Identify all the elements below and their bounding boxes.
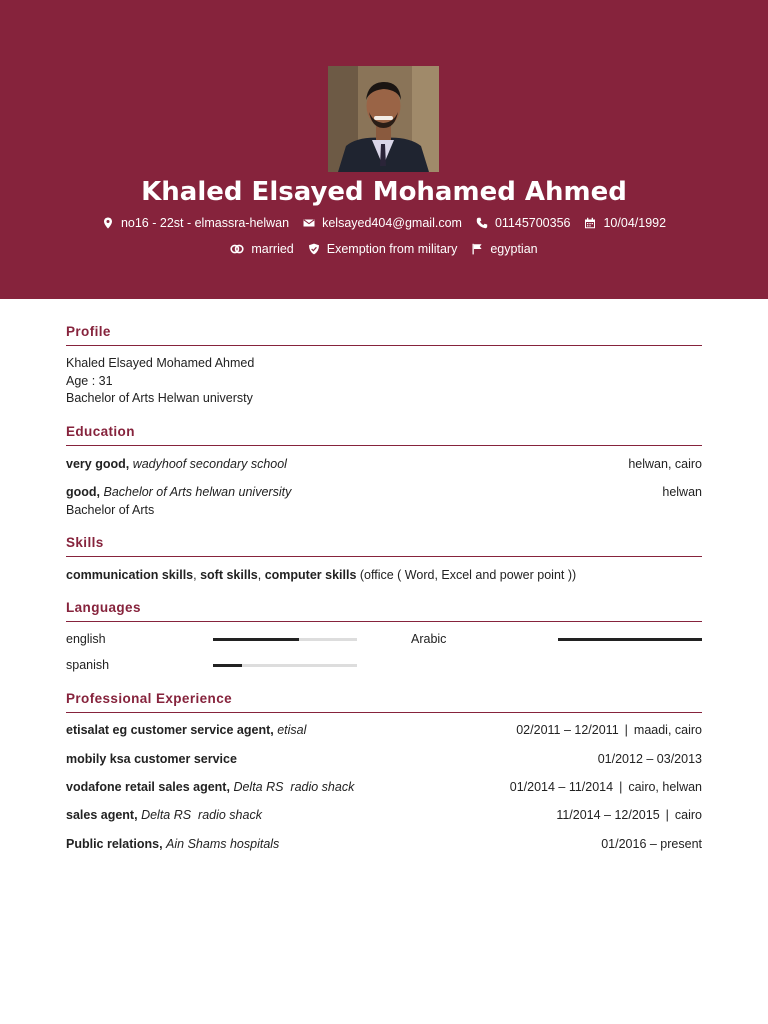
experience-location: maadi, cairo [633, 723, 702, 737]
profile-name-line: Khaled Elsayed Mohamed Ahmed [66, 356, 255, 370]
location-pin-icon [102, 217, 114, 229]
experience-company: etisal [277, 723, 307, 737]
phone-icon [476, 217, 488, 229]
skill-item: communication skills [66, 568, 194, 582]
language-level-bar [213, 664, 357, 667]
experience-role: Public relations, [66, 837, 163, 851]
education-school: wadyhoof secondary school [132, 457, 287, 471]
experience-entry [66, 751, 237, 768]
nationality-text: egyptian [490, 242, 538, 256]
contact-info-row [0, 214, 768, 232]
profile-degree-line: Bachelor of Arts Helwan universty [66, 391, 253, 405]
calendar-icon [584, 217, 596, 229]
experience-dates: 01/2014 – 11/2014 [509, 780, 614, 794]
experience-meta [556, 807, 702, 824]
nationality-item [471, 242, 537, 256]
marital-status-item [230, 242, 293, 256]
experience-dates: 01/2016 – present [601, 837, 702, 851]
language-level-bar [213, 638, 357, 641]
experience-meta [510, 779, 702, 796]
experience-entry [66, 779, 354, 796]
language-level-fill [213, 664, 242, 667]
experience-dates: 02/2011 – 12/2011 [516, 723, 619, 737]
skill-item: computer skills [264, 568, 357, 582]
profile-section-title: Profile [66, 324, 702, 346]
experience-section-title: Professional Experience [66, 691, 702, 713]
meta-divider: | [619, 780, 623, 794]
birthdate-item [584, 216, 666, 230]
experience-role: vodafone retail sales agent, [66, 780, 230, 794]
experience-meta [598, 751, 702, 768]
education-entry [66, 484, 291, 501]
experience-entry [66, 722, 306, 739]
address-text: no16 - 22st - elmassra-helwan [120, 216, 290, 230]
experience-location: cairo, helwan [628, 780, 702, 794]
header-banner [0, 0, 768, 299]
email-text[interactable]: kelsayed404@gmail.com [322, 216, 462, 230]
experience-dates: 11/2014 – 12/2015 [556, 808, 660, 822]
education-location: helwan [662, 485, 702, 499]
skill-item: soft skills [200, 568, 258, 582]
skills-line [66, 567, 576, 584]
languages-section-title: Languages [66, 600, 702, 622]
language-level-bar [558, 638, 702, 641]
experience-company: Ain Shams hospitals [166, 837, 280, 851]
skill-separator: , [257, 568, 265, 582]
military-status-text: Exemption from military [326, 242, 458, 256]
address-item [102, 216, 289, 230]
profile-photo [328, 66, 439, 172]
experience-entry [66, 836, 279, 853]
education-grade: good, [66, 485, 101, 499]
education-section-title: Education [66, 424, 702, 446]
experience-entry [66, 807, 262, 824]
education-location: helwan, cairo [628, 457, 702, 471]
military-status-item [308, 242, 458, 256]
flag-icon [471, 243, 483, 255]
meta-divider: | [624, 723, 628, 737]
experience-meta [601, 836, 702, 853]
language-level-fill [213, 638, 299, 641]
shield-icon [308, 243, 320, 255]
experience-company: Delta RS radio shack [233, 780, 355, 794]
experience-meta [516, 722, 702, 739]
skill-separator: , [193, 568, 201, 582]
language-level-fill [558, 638, 702, 641]
experience-role: mobily ksa customer service [66, 752, 237, 766]
marital-status-text: married [251, 242, 294, 256]
education-grade: very good, [66, 457, 130, 471]
profile-age-line: Age : 31 [66, 374, 113, 388]
experience-dates: 01/2012 – 03/2013 [597, 752, 702, 766]
education-extra: Bachelor of Arts [66, 503, 155, 517]
rings-icon [230, 243, 244, 255]
birthdate-text: 10/04/1992 [603, 216, 667, 230]
skills-section-title: Skills [66, 535, 702, 557]
education-entry [66, 456, 287, 473]
skill-note: (office ( Word, Excel and power point )) [356, 568, 577, 582]
experience-role: etisalat eg customer service agent, [66, 723, 274, 737]
language-name: english [66, 632, 106, 646]
experience-role: sales agent, [66, 808, 138, 822]
meta-divider: | [665, 808, 669, 822]
phone-item[interactable] [476, 216, 571, 230]
candidate-name: Khaled Elsayed Mohamed Ahmed [141, 177, 627, 207]
experience-location: cairo [674, 808, 702, 822]
language-name: Arabic [411, 632, 447, 646]
language-name: spanish [66, 658, 110, 672]
envelope-icon [303, 217, 315, 229]
phone-text[interactable]: 01145700356 [494, 216, 571, 230]
email-item[interactable] [303, 216, 462, 230]
education-school: Bachelor of Arts helwan university [103, 485, 292, 499]
personal-info-row [0, 240, 768, 258]
experience-company: Delta RS radio shack [141, 808, 262, 822]
